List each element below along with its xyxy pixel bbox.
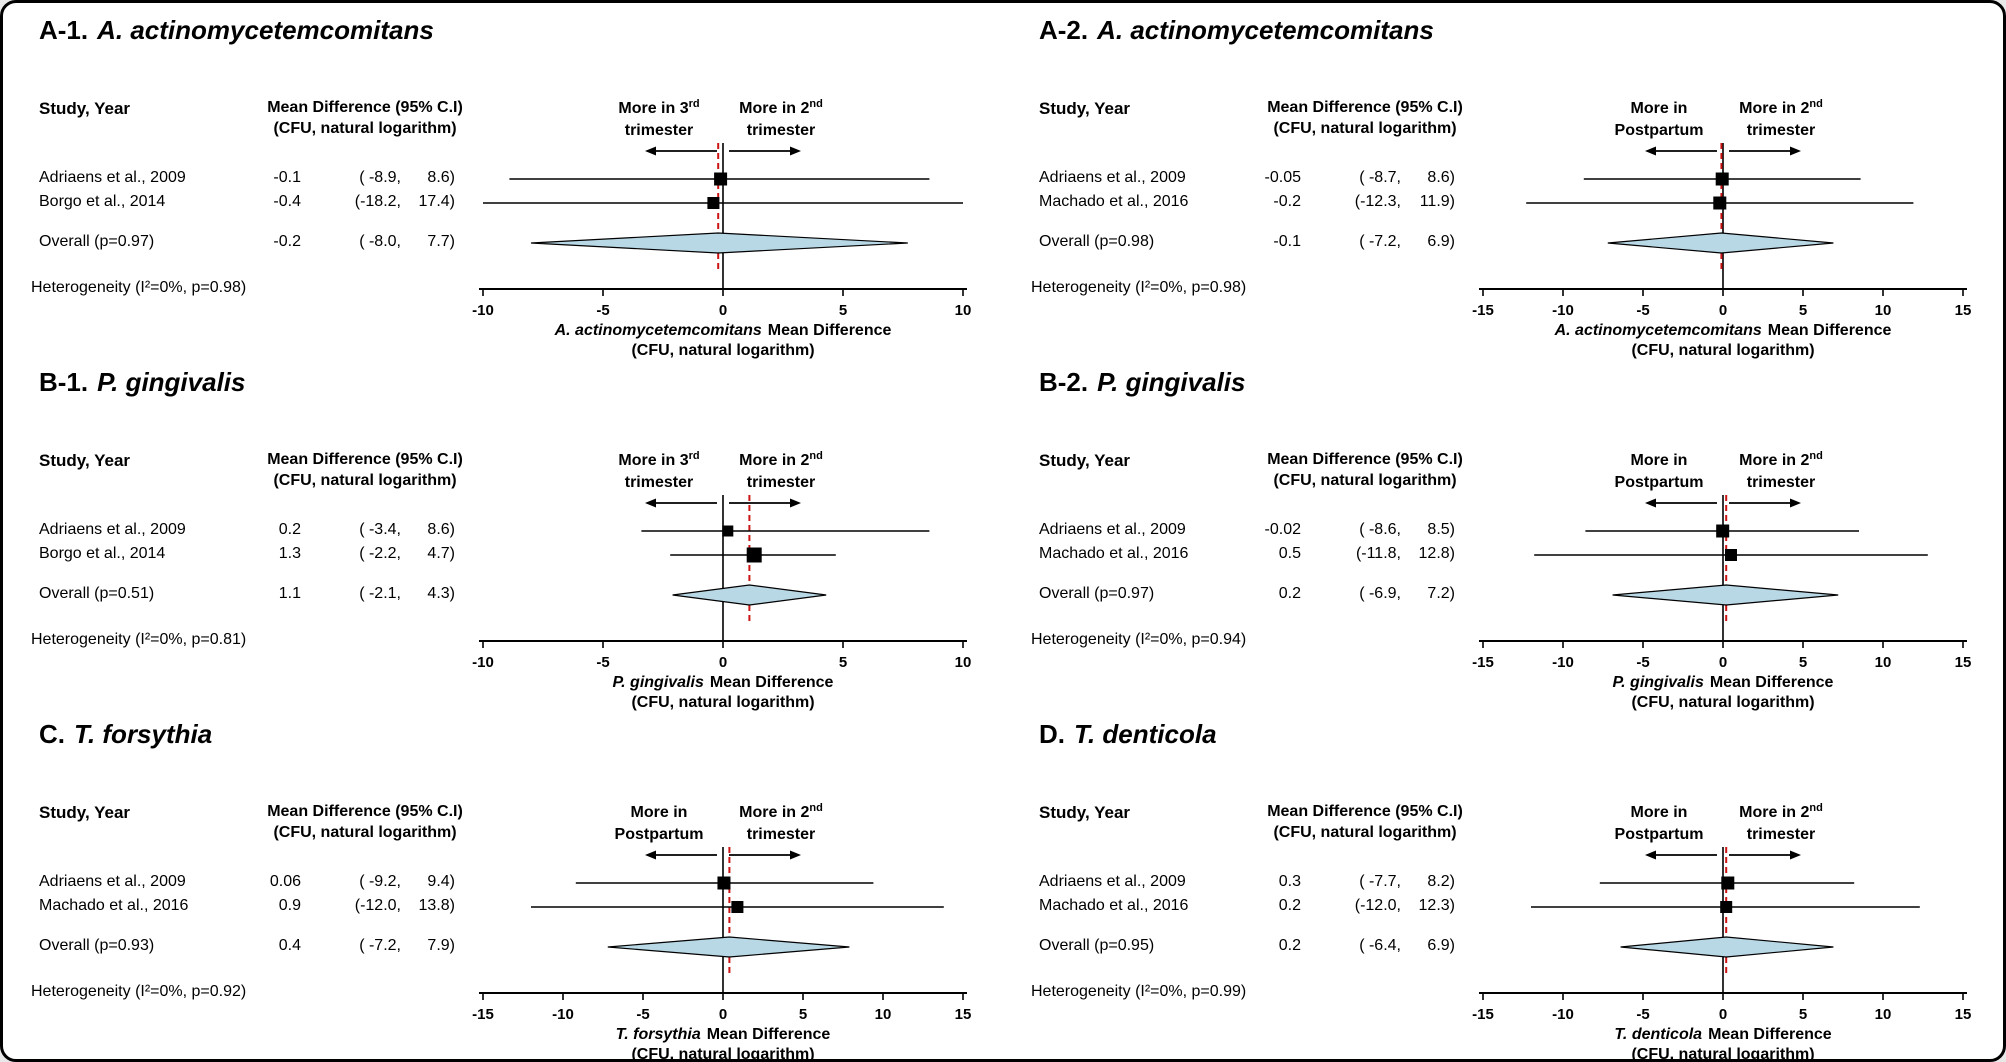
mean-diff-header-line2: (CFU, natural logarithm) [273, 824, 457, 841]
x-axis-tick-label: 5 [798, 1006, 808, 1023]
forest-panel-d [1003, 707, 2003, 1062]
overall-ci-lower: ( -7.2, [359, 937, 401, 954]
panel-species: A. actinomycetemcomitans [97, 15, 434, 45]
ci-lower: ( -8.7, [1359, 169, 1401, 186]
panel-grid [3, 3, 2003, 1062]
mean-difference-value: -0.05 [1264, 169, 1301, 186]
x-axis-title-rest: Mean Difference [1709, 674, 1834, 691]
x-axis-title-line1 [1614, 1026, 1831, 1043]
left-direction-label [1631, 452, 1688, 469]
panel-title [1039, 367, 1245, 398]
panel-title [39, 15, 434, 46]
panel-title [39, 719, 212, 750]
ci-upper: 8.6) [1427, 169, 1455, 186]
overall-diamond [531, 233, 908, 253]
right-direction-label-segment: More in 2 [1739, 100, 1810, 117]
ci-upper: 11.9) [1419, 193, 1455, 210]
study-marker [1716, 525, 1729, 538]
study-name: Machado et al., 2016 [1039, 193, 1189, 210]
x-axis-tick-label: -5 [1636, 1006, 1650, 1023]
left-direction-label-segment: rd [688, 450, 700, 462]
x-axis-title-rest: Mean Difference [706, 1026, 831, 1043]
mean-difference-value: 0.06 [269, 873, 301, 890]
x-axis-tick-label: 0 [1718, 654, 1728, 671]
right-direction-label-segment: nd [809, 450, 823, 462]
study-marker [1716, 173, 1729, 186]
forest-panel-c [3, 707, 1003, 1062]
ci-upper: 8.6) [427, 521, 455, 538]
right-direction-label-segment: trimester [1746, 474, 1816, 491]
study-year-header: Study, Year [1039, 451, 1131, 470]
left-direction-label-segment: More in [1630, 804, 1688, 821]
panel-species: A. actinomycetemcomitans [1097, 15, 1434, 45]
study-marker [1725, 549, 1737, 561]
x-axis-title-line2: (CFU, natural logarithm) [1631, 342, 1815, 359]
x-axis-tick-label: 0 [1718, 302, 1728, 319]
overall-ci-lower: ( -8.0, [359, 233, 401, 250]
study-marker [1720, 901, 1732, 913]
panel-label: B-1. [39, 367, 89, 397]
mean-diff-header-line1: Mean Difference (95% C.I) [1267, 451, 1463, 468]
overall-ci-upper: 7.2) [1427, 585, 1455, 602]
right-direction-label [1747, 474, 1815, 491]
x-axis-tick-label: 0 [718, 654, 728, 671]
panel-title [1039, 719, 1217, 750]
x-axis-title-rest: Mean Difference [709, 674, 834, 691]
ci-upper: 8.5) [1427, 521, 1455, 538]
overall-label: Overall (p=0.51) [39, 585, 155, 602]
left-direction-label-segment: trimester [624, 474, 694, 491]
panel-title [39, 367, 245, 398]
overall-label: Overall (p=0.97) [1039, 585, 1155, 602]
ci-lower: ( -9.2, [359, 873, 401, 890]
x-axis-title-line2: (CFU, natural logarithm) [631, 1046, 815, 1062]
x-axis-tick-label: -10 [1552, 654, 1574, 671]
x-axis-tick-label: -10 [552, 1006, 574, 1023]
left-arrowhead [645, 147, 656, 156]
left-direction-label-segment: Postpartum [614, 826, 704, 843]
study-name: Adriaens et al., 2009 [1039, 873, 1186, 890]
study-name: Adriaens et al., 2009 [1039, 169, 1186, 186]
ci-lower: ( -3.4, [359, 521, 401, 538]
overall-ci-lower: ( -7.2, [1359, 233, 1401, 250]
overall-diamond [1613, 585, 1839, 605]
left-direction-label-segment: trimester [624, 122, 694, 139]
x-axis-title-line1 [616, 1026, 831, 1043]
x-axis-tick-label: -15 [1472, 302, 1494, 319]
right-direction-label-segment: trimester [1746, 826, 1816, 843]
x-axis-title-species: P. gingivalis [612, 674, 704, 691]
overall-diamond [608, 937, 850, 957]
overall-ci-lower: ( -6.9, [1359, 585, 1401, 602]
x-axis-title-species: P. gingivalis [1612, 674, 1704, 691]
left-direction-label-segment: Postpartum [1614, 122, 1704, 139]
forest-plot [1443, 419, 2003, 715]
mean-difference-value: 0.2 [1278, 897, 1301, 914]
right-arrowhead [790, 147, 801, 156]
study-year-header: Study, Year [39, 99, 131, 118]
ci-lower: (-11.8, [1355, 545, 1401, 562]
x-axis-tick-label: 15 [954, 1006, 972, 1023]
x-axis-tick-label: -15 [1472, 1006, 1494, 1023]
right-direction-label [739, 802, 823, 821]
x-axis-tick-label: 10 [954, 302, 972, 319]
ci-lower: ( -8.6, [1359, 521, 1401, 538]
panel-species: P. gingivalis [1097, 367, 1246, 397]
left-direction-label [618, 98, 699, 117]
right-arrowhead [1790, 851, 1801, 860]
study-name: Adriaens et al., 2009 [39, 521, 186, 538]
mean-difference-value: -0.1 [273, 169, 301, 186]
x-axis-title-line2: (CFU, natural logarithm) [1631, 694, 1815, 711]
x-axis-tick-label: 15 [1954, 654, 1972, 671]
right-direction-label-segment: More in 2 [739, 452, 810, 469]
x-axis-tick-label: -10 [472, 302, 494, 319]
left-direction-label [1615, 826, 1704, 843]
x-axis-tick-label: -5 [1636, 654, 1650, 671]
study-name: Adriaens et al., 2009 [1039, 521, 1186, 538]
ci-upper: 17.4) [418, 193, 455, 210]
forest-plot [1443, 67, 2003, 363]
overall-value: 1.1 [278, 585, 301, 602]
overall-ci-upper: 6.9) [1427, 937, 1455, 954]
left-direction-label-segment: More in 3 [618, 452, 689, 469]
overall-value: -0.1 [1273, 233, 1301, 250]
x-axis-tick-label: 15 [1954, 1006, 1972, 1023]
right-direction-label-segment: nd [1809, 802, 1823, 814]
study-name: Machado et al., 2016 [1039, 545, 1189, 562]
mean-diff-header-line1: Mean Difference (95% C.I) [1267, 99, 1463, 116]
right-arrowhead [1790, 499, 1801, 508]
overall-diamond [673, 585, 827, 605]
mean-diff-header-line2: (CFU, natural logarithm) [1273, 824, 1457, 841]
x-axis-title-species: A. actinomycetemcomitans [554, 322, 762, 339]
x-axis-tick-label: -5 [1636, 302, 1650, 319]
overall-ci-lower: ( -2.1, [359, 585, 401, 602]
overall-ci-upper: 4.3) [427, 585, 455, 602]
ci-upper: 13.8) [418, 897, 455, 914]
overall-value: 0.2 [1278, 937, 1301, 954]
right-arrowhead [790, 499, 801, 508]
right-arrowhead [1790, 147, 1801, 156]
right-direction-label-segment: More in 2 [1739, 452, 1810, 469]
left-direction-label [1631, 100, 1688, 117]
right-direction-label [1739, 802, 1823, 821]
study-year-header: Study, Year [39, 803, 131, 822]
panel-species: T. denticola [1074, 719, 1217, 749]
forest-panel-a-1 [3, 3, 1003, 359]
mean-difference-value: 0.3 [1278, 873, 1301, 890]
right-direction-label [747, 122, 815, 139]
study-marker [1721, 877, 1734, 890]
x-axis-tick-label: 10 [874, 1006, 892, 1023]
study-name: Machado et al., 2016 [39, 897, 189, 914]
forest-panel-b-1 [3, 355, 1003, 711]
forest-plot [443, 67, 1003, 363]
heterogeneity-note: Heterogeneity (I²=0%, p=0.98) [31, 279, 247, 296]
mean-diff-header-line1: Mean Difference (95% C.I) [267, 451, 463, 468]
x-axis-tick-label: 5 [838, 654, 848, 671]
study-year-header: Study, Year [1039, 803, 1131, 822]
overall-ci-lower: ( -6.4, [1359, 937, 1401, 954]
panel-label: A-1. [39, 15, 89, 45]
ci-upper: 9.4) [427, 873, 455, 890]
x-axis-title-species: A. actinomycetemcomitans [1554, 322, 1762, 339]
right-direction-label [1747, 122, 1815, 139]
x-axis-tick-label: 15 [1954, 302, 1972, 319]
study-name: Adriaens et al., 2009 [39, 169, 186, 186]
x-axis-title-line2: (CFU, natural logarithm) [1631, 1046, 1815, 1062]
ci-lower: (-12.0, [354, 897, 401, 914]
right-direction-label [747, 826, 815, 843]
study-year-header: Study, Year [1039, 99, 1131, 118]
x-axis-tick-label: 5 [838, 302, 848, 319]
panel-title [1039, 15, 1434, 46]
ci-lower: ( -2.2, [359, 545, 401, 562]
heterogeneity-note: Heterogeneity (I²=0%, p=0.94) [1031, 631, 1247, 648]
ci-lower: (-18.2, [354, 193, 401, 210]
x-axis-title-line2: (CFU, natural logarithm) [631, 694, 815, 711]
left-arrowhead [1645, 499, 1656, 508]
forest-plot [443, 771, 1003, 1062]
x-axis-tick-label: 5 [1798, 1006, 1808, 1023]
left-direction-label-segment: Postpartum [1614, 826, 1704, 843]
left-direction-label-segment: rd [688, 98, 700, 110]
left-direction-label [618, 450, 699, 469]
forest-panel-b-2 [1003, 355, 2003, 711]
x-axis-title-rest: Mean Difference [1767, 322, 1892, 339]
ci-lower: (-12.0, [1354, 897, 1401, 914]
x-axis-title-rest: Mean Difference [1708, 1026, 1832, 1043]
study-name: Borgo et al., 2014 [39, 545, 166, 562]
x-axis-tick-label: 10 [1874, 654, 1892, 671]
x-axis-tick-label: 5 [1798, 654, 1808, 671]
ci-upper: 8.6) [427, 169, 455, 186]
ci-upper: 4.7) [427, 545, 455, 562]
overall-label: Overall (p=0.93) [39, 937, 155, 954]
x-axis-tick-label: 0 [718, 1006, 728, 1023]
left-direction-label [1615, 122, 1704, 139]
right-direction-label-segment: nd [1809, 450, 1823, 462]
study-marker [707, 197, 719, 209]
study-name: Adriaens et al., 2009 [39, 873, 186, 890]
x-axis-title-line1 [613, 674, 834, 691]
heterogeneity-note: Heterogeneity (I²=0%, p=0.98) [1031, 279, 1247, 296]
forest-panel-a-2 [1003, 3, 2003, 359]
heterogeneity-note: Heterogeneity (I²=0%, p=0.81) [31, 631, 247, 648]
forest-plot [443, 419, 1003, 715]
mean-diff-header-line1: Mean Difference (95% C.I) [1267, 803, 1463, 820]
overall-diamond [1608, 233, 1834, 253]
overall-diamond [1621, 937, 1834, 957]
x-axis-tick-label: 5 [1798, 302, 1808, 319]
x-axis-tick-label: -5 [596, 302, 610, 319]
right-direction-label [1739, 98, 1823, 117]
x-axis-tick-label: -5 [636, 1006, 650, 1023]
left-arrowhead [645, 851, 656, 860]
ci-lower: ( -8.9, [359, 169, 401, 186]
study-name: Borgo et al., 2014 [39, 193, 166, 210]
mean-difference-value: -0.02 [1264, 521, 1301, 538]
right-direction-label [1747, 826, 1815, 843]
right-direction-label-segment: trimester [746, 474, 816, 491]
right-direction-label [1739, 450, 1823, 469]
x-axis-title-species: T. forsythia [615, 1026, 701, 1043]
right-direction-label-segment: More in 2 [739, 804, 810, 821]
left-direction-label [1631, 804, 1688, 821]
study-marker [731, 901, 743, 913]
left-arrowhead [1645, 147, 1656, 156]
x-axis-tick-label: -15 [1472, 654, 1494, 671]
right-direction-label-segment: trimester [1746, 122, 1816, 139]
mean-diff-header-line1: Mean Difference (95% C.I) [267, 99, 463, 116]
right-direction-label-segment: nd [1809, 98, 1823, 110]
forest-plot [1443, 771, 2003, 1062]
mean-difference-value: 0.2 [278, 521, 301, 538]
mean-difference-value: 1.3 [278, 545, 301, 562]
x-axis-tick-label: -10 [1552, 1006, 1574, 1023]
study-year-header: Study, Year [39, 451, 131, 470]
overall-value: -0.2 [273, 233, 301, 250]
x-axis-title-line1 [554, 322, 892, 339]
x-axis-tick-label: 10 [1874, 302, 1892, 319]
mean-diff-header-line2: (CFU, natural logarithm) [273, 472, 457, 489]
left-direction-label [1615, 474, 1704, 491]
x-axis-tick-label: -15 [472, 1006, 494, 1023]
x-axis-tick-label: 10 [1874, 1006, 1892, 1023]
mean-difference-value: -0.4 [273, 193, 301, 210]
left-direction-label-segment: More in 3 [618, 100, 689, 117]
x-axis-tick-label: -5 [596, 654, 610, 671]
right-direction-label [739, 98, 823, 117]
right-direction-label-segment: nd [809, 802, 823, 814]
right-arrowhead [790, 851, 801, 860]
mean-difference-value: 0.9 [278, 897, 301, 914]
x-axis-title-species: T. denticola [1614, 1026, 1703, 1043]
right-direction-label-segment: trimester [746, 826, 816, 843]
study-marker [714, 173, 727, 186]
overall-ci-upper: 7.9) [427, 937, 455, 954]
panel-label: B-2. [1039, 367, 1089, 397]
x-axis-tick-label: -10 [472, 654, 494, 671]
x-axis-tick-label: 0 [1718, 1006, 1728, 1023]
overall-label: Overall (p=0.95) [1039, 937, 1155, 954]
x-axis-title-line2: (CFU, natural logarithm) [631, 342, 815, 359]
overall-value: 0.2 [1278, 585, 1301, 602]
mean-diff-header-line2: (CFU, natural logarithm) [1273, 472, 1457, 489]
overall-value: 0.4 [278, 937, 301, 954]
right-direction-label-segment: nd [809, 98, 823, 110]
overall-label: Overall (p=0.98) [1039, 233, 1155, 250]
mean-diff-header-line1: Mean Difference (95% C.I) [267, 803, 463, 820]
x-axis-title-line1 [1554, 322, 1892, 339]
study-marker [717, 877, 730, 890]
panel-label: D. [1039, 719, 1065, 749]
overall-ci-upper: 7.7) [427, 233, 455, 250]
ci-upper: 8.2) [1427, 873, 1455, 890]
right-direction-label-segment: trimester [746, 122, 816, 139]
overall-label: Overall (p=0.97) [39, 233, 155, 250]
left-direction-label-segment: Postpartum [1614, 474, 1704, 491]
left-direction-label-segment: More in [630, 804, 688, 821]
mean-diff-header-line2: (CFU, natural logarithm) [273, 120, 457, 137]
heterogeneity-note: Heterogeneity (I²=0%, p=0.99) [1031, 983, 1247, 1000]
left-direction-label [631, 804, 688, 821]
right-direction-label [747, 474, 815, 491]
study-marker [747, 548, 762, 563]
left-direction-label-segment: More in [1630, 452, 1688, 469]
heterogeneity-note: Heterogeneity (I²=0%, p=0.92) [31, 983, 247, 1000]
left-arrowhead [1645, 851, 1656, 860]
ci-lower: (-12.3, [1354, 193, 1401, 210]
mean-diff-header-line2: (CFU, natural logarithm) [1273, 120, 1457, 137]
panel-species: P. gingivalis [97, 367, 246, 397]
mean-difference-value: 0.5 [1278, 545, 1301, 562]
panel-label: C. [39, 719, 65, 749]
x-axis-tick-label: 10 [954, 654, 972, 671]
x-axis-tick-label: 0 [718, 302, 728, 319]
ci-upper: 12.8) [1418, 545, 1455, 562]
panel-species: T. forsythia [74, 719, 213, 749]
right-direction-label-segment: More in 2 [1739, 804, 1810, 821]
panel-label: A-2. [1039, 15, 1089, 45]
mean-difference-value: -0.2 [1273, 193, 1301, 210]
ci-lower: ( -7.7, [1359, 873, 1401, 890]
left-arrowhead [645, 499, 656, 508]
overall-ci-upper: 6.9) [1427, 233, 1455, 250]
ci-upper: 12.3) [1418, 897, 1455, 914]
right-direction-label-segment: More in 2 [739, 100, 810, 117]
x-axis-tick-label: -10 [1552, 302, 1574, 319]
x-axis-title-rest: Mean Difference [767, 322, 892, 339]
study-name: Machado et al., 2016 [1039, 897, 1189, 914]
left-direction-label [625, 474, 693, 491]
left-direction-label [615, 826, 704, 843]
study-marker [1713, 197, 1726, 210]
x-axis-title-line1 [1613, 674, 1834, 691]
right-direction-label [739, 450, 823, 469]
study-marker [722, 526, 733, 537]
left-direction-label-segment: More in [1630, 100, 1688, 117]
left-direction-label [625, 122, 693, 139]
